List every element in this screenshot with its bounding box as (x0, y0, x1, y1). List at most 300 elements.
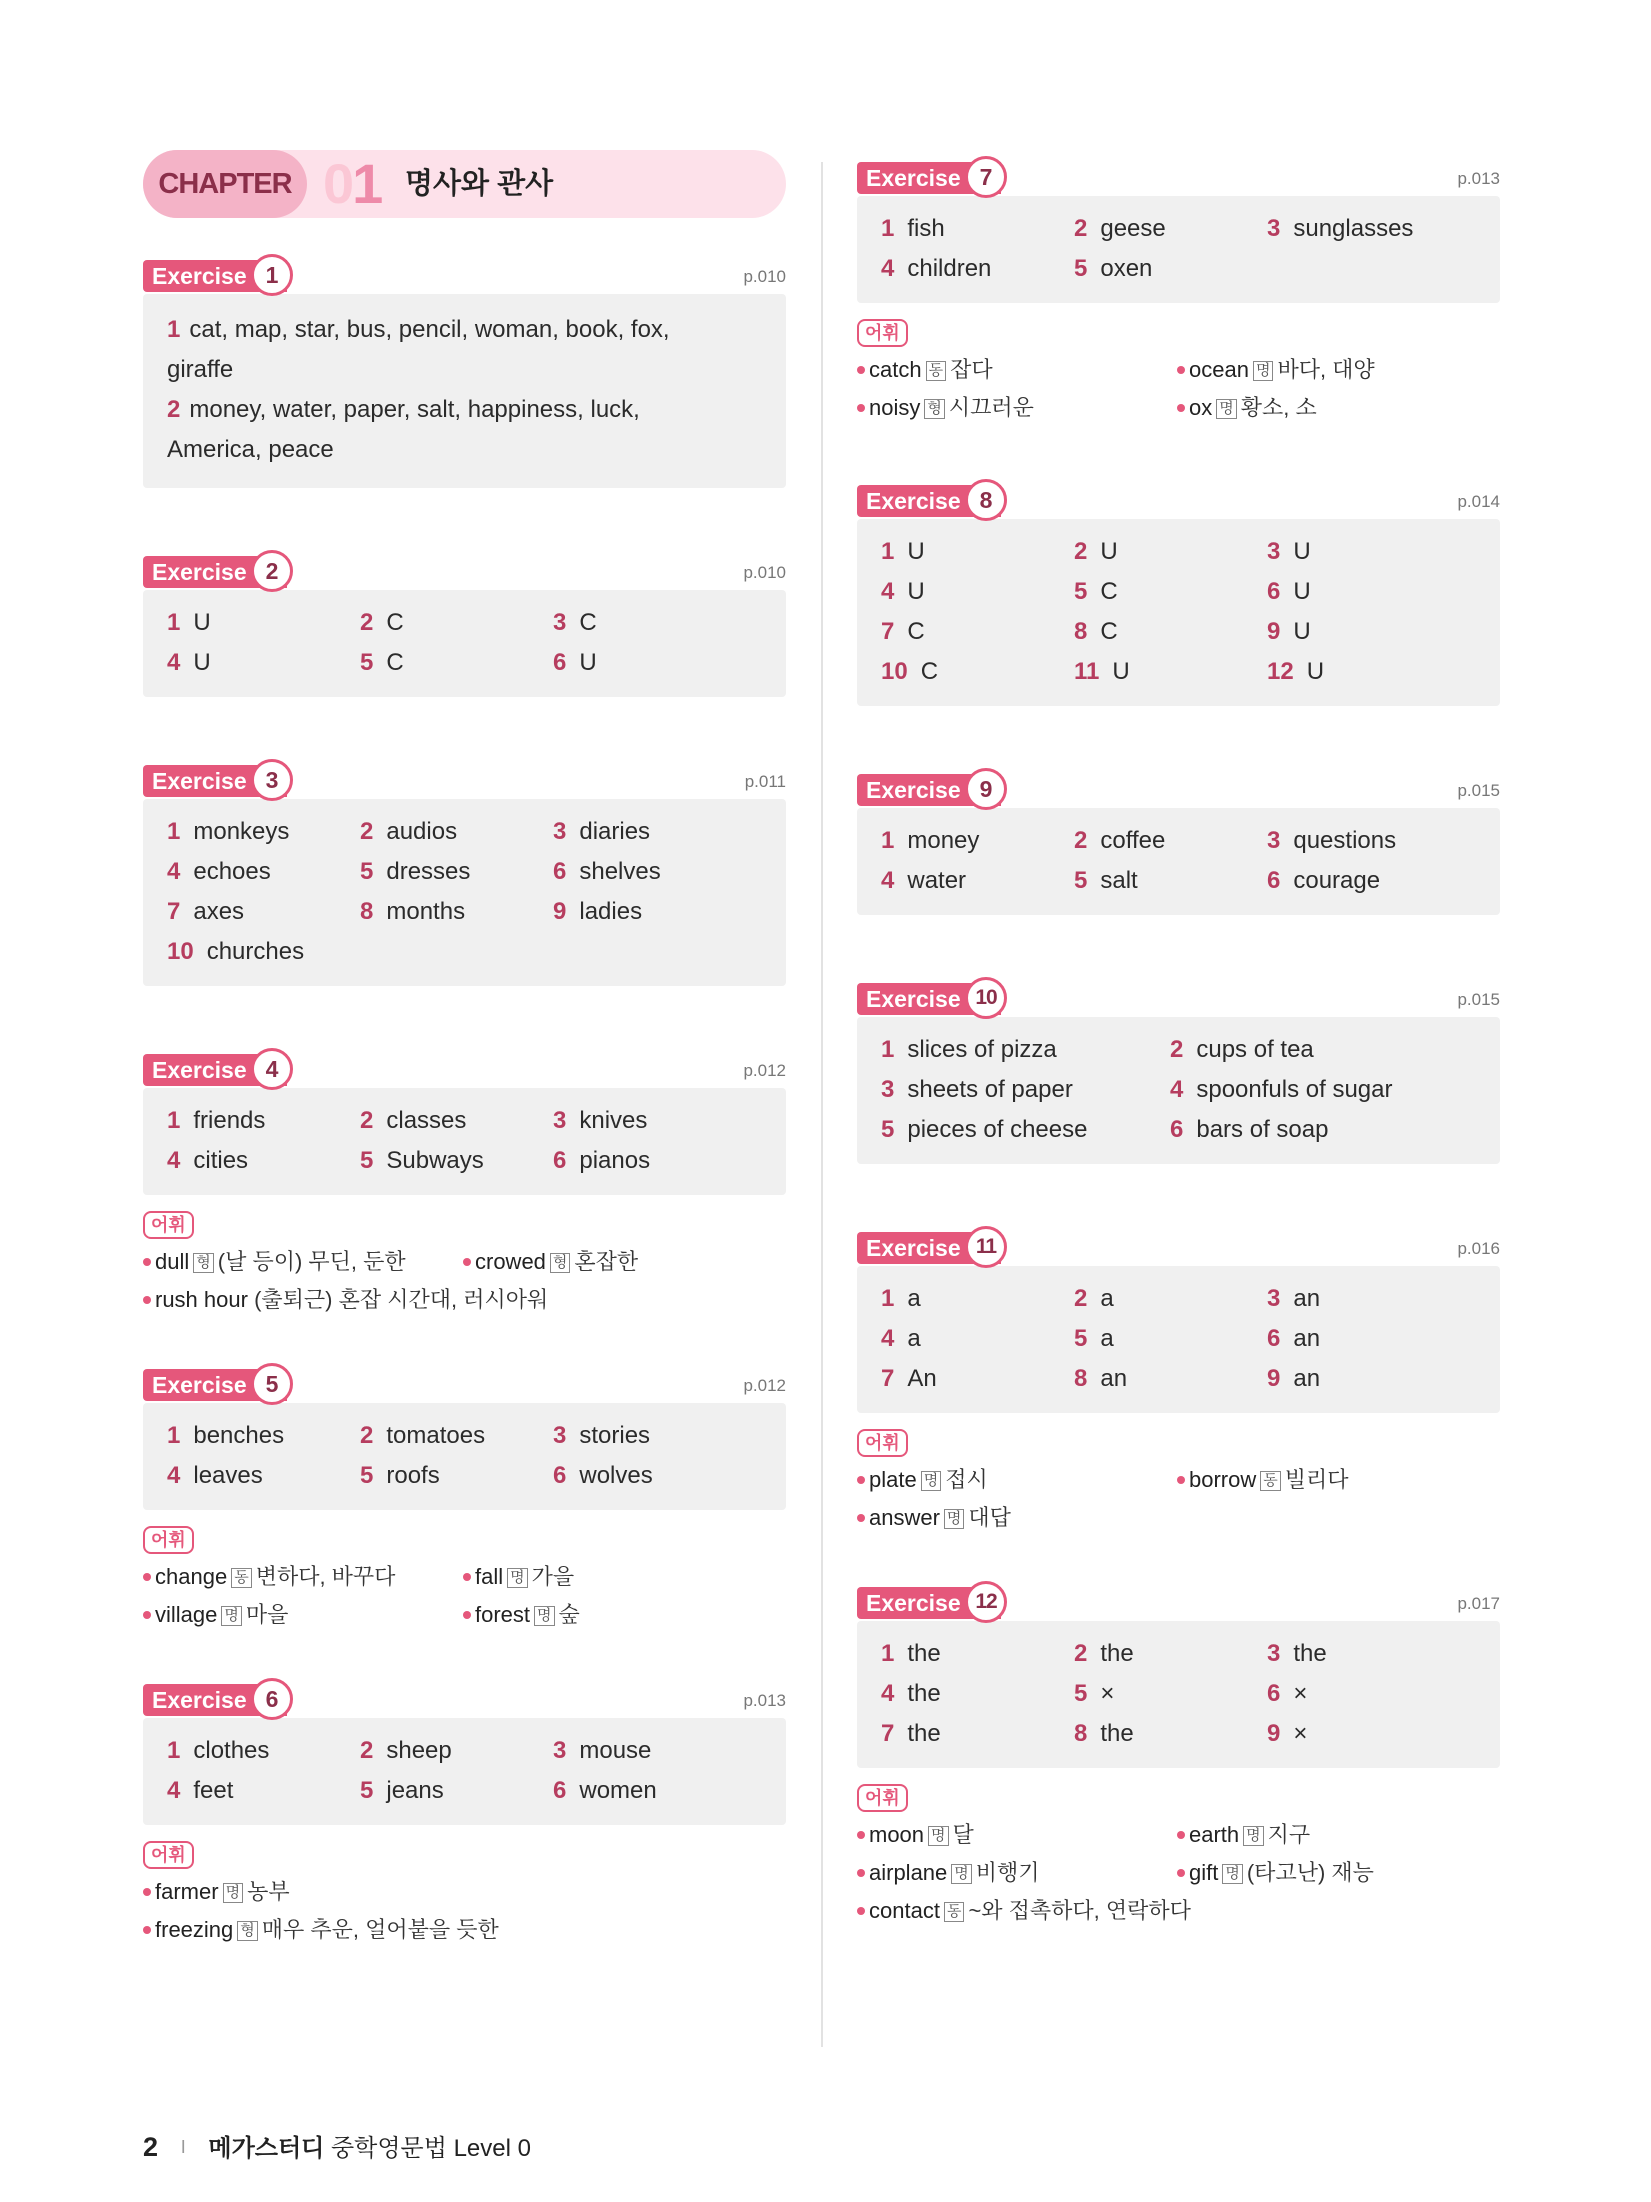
bullet-icon (1177, 366, 1185, 374)
vocab-word: dull (155, 1249, 190, 1274)
vocab-word: change (155, 1564, 228, 1589)
answer-item (1267, 821, 1476, 861)
exercise-number: 7 (965, 156, 1007, 198)
exercise-number: 10 (965, 977, 1007, 1019)
vocab-meaning: 황소, 소 (1240, 395, 1317, 420)
answer-number: 1 (881, 827, 895, 854)
answer-item (553, 852, 762, 892)
vocab-meaning: 지구 (1267, 1822, 1311, 1847)
exercise-6 (143, 1678, 786, 1949)
page-footer (143, 2128, 531, 2163)
answer-item (1267, 1319, 1476, 1359)
vocab-word: farmer (155, 1879, 219, 1904)
answer-text: courage (1293, 867, 1381, 894)
answer-text: fish (907, 215, 945, 242)
exercise-number: 11 (965, 1226, 1007, 1268)
answer-text: an (1293, 1325, 1321, 1352)
answer-number: 3 (1267, 538, 1281, 565)
answer-text: wolves (579, 1462, 653, 1489)
answer-text: clothes (193, 1737, 270, 1764)
answer-number: 2 (1074, 215, 1088, 242)
answer-number: 5 (360, 858, 374, 885)
answer-item (167, 1731, 360, 1771)
answer-box (857, 1621, 1500, 1768)
chapter-label: CHAPTER (143, 150, 307, 218)
answer-number: 3 (1267, 827, 1281, 854)
answer-number: 9 (1267, 618, 1281, 645)
answer-item (553, 812, 762, 852)
answer-text: benches (193, 1422, 285, 1449)
answer-text: slices of pizza (907, 1036, 1057, 1063)
vocab-item (463, 1558, 786, 1596)
answer-item (167, 643, 360, 683)
right-column (857, 156, 1500, 1930)
bullet-icon (463, 1258, 471, 1266)
answer-text: U (579, 649, 597, 676)
answer-item (1074, 652, 1267, 692)
part-of-speech-badge: 동 (944, 1902, 965, 1922)
vocab-word: borrow (1189, 1467, 1257, 1492)
answer-text: U (193, 649, 211, 676)
vocab-meaning: 잡다 (950, 357, 993, 382)
exercise-label: Exercise (857, 774, 1001, 806)
answer-number: 3 (553, 1107, 567, 1134)
exercise-label: Exercise (143, 1684, 287, 1716)
vocab-item (1177, 389, 1500, 427)
answer-text: water (907, 867, 967, 894)
answer-text: sheep (386, 1737, 452, 1764)
answer-item (881, 821, 1074, 861)
answer-number: 2 (1074, 1640, 1088, 1667)
bullet-icon (143, 1888, 151, 1896)
bullet-icon (857, 1476, 865, 1484)
answer-number: 7 (881, 1720, 895, 1747)
answer-number: 12 (1267, 658, 1294, 685)
answer-item (1074, 821, 1267, 861)
answer-number: 2 (1170, 1036, 1184, 1063)
exercise-label: Exercise (857, 1232, 1001, 1264)
bullet-icon (857, 366, 865, 374)
vocab-item (143, 1243, 463, 1281)
answer-text: the (1293, 1640, 1327, 1667)
answer-item (1074, 532, 1267, 572)
bullet-icon (1177, 1869, 1185, 1877)
answer-item (881, 652, 1074, 692)
answer-number: 6 (553, 1147, 567, 1174)
answer-number: 1 (881, 215, 895, 242)
answer-number: 6 (1267, 1680, 1281, 1707)
part-of-speech-badge: 명 (223, 1883, 244, 1903)
vocab-meaning: ~와 접촉하다, 연락하다 (968, 1898, 1191, 1923)
exercise-label: Exercise (857, 485, 1001, 517)
bullet-icon (857, 1907, 865, 1915)
answer-number: 2 (360, 1422, 374, 1449)
exercise-number: 6 (251, 1678, 293, 1720)
bullet-icon (143, 1611, 151, 1619)
footer-brand: 메가스터디 (208, 2135, 325, 2162)
answer-item (167, 812, 360, 852)
answer-item (1267, 572, 1476, 612)
answer-number: 5 (1074, 1325, 1088, 1352)
vocab-section (857, 319, 1500, 427)
answer-number: 1 (881, 1640, 895, 1667)
answer-number: 10 (167, 938, 194, 965)
answer-number: 9 (1267, 1365, 1281, 1392)
page-ref: p.017 (1457, 1594, 1500, 1613)
answer-text: a (1100, 1325, 1114, 1352)
answer-item (881, 1319, 1074, 1359)
answer-item (1074, 1359, 1267, 1399)
footer-subtitle: 중학영문법 Level 0 (330, 2135, 531, 2162)
chapter-title: 명사와 관사 (405, 168, 554, 200)
answer-box (143, 799, 786, 986)
vocab-item (143, 1281, 786, 1319)
page-number: 2 (143, 2132, 159, 2162)
vocab-meaning: (날 등이) 무딘, 둔한 (217, 1249, 406, 1274)
exercise-1 (143, 254, 786, 488)
left-column (143, 150, 786, 1949)
answer-item (1267, 532, 1476, 572)
answer-text: axes (193, 898, 245, 925)
part-of-speech-badge: 명 (534, 1606, 555, 1626)
vocab-word: forest (475, 1602, 531, 1627)
answer-item (1074, 612, 1267, 652)
answer-text: shelves (579, 858, 661, 885)
answer-item (360, 1456, 553, 1496)
part-of-speech-badge: 명 (944, 1509, 965, 1529)
vocab-meaning: 숲 (558, 1602, 580, 1627)
answer-item (553, 1771, 762, 1811)
vocab-meaning: 비행기 (975, 1860, 1040, 1885)
page-ref: p.014 (1457, 492, 1500, 511)
answer-text: U (193, 609, 211, 636)
answer-box (143, 590, 786, 697)
answer-number: 3 (1267, 215, 1281, 242)
answer-number: 6 (553, 858, 567, 885)
answer-text: jeans (386, 1777, 444, 1804)
bullet-icon (143, 1296, 151, 1304)
vocab-word: earth (1189, 1822, 1240, 1847)
answer-text: questions (1293, 827, 1397, 854)
answer-text: churches (206, 938, 305, 965)
answer-item (1170, 1070, 1476, 1110)
bullet-icon (857, 404, 865, 412)
bullet-icon (1177, 1476, 1185, 1484)
answer-item (1267, 1674, 1476, 1714)
answer-item (553, 603, 762, 643)
answer-text: children (907, 255, 992, 282)
vocab-word: gift (1189, 1860, 1219, 1885)
answer-item (1267, 861, 1476, 901)
answer-text: pianos (579, 1147, 651, 1174)
part-of-speech-badge: 동 (231, 1568, 252, 1588)
vocab-word: airplane (869, 1860, 948, 1885)
answer-box (143, 1088, 786, 1195)
part-of-speech-badge: 동 (926, 361, 947, 381)
vocab-meaning: 매우 추운, 얼어붙을 듯한 (261, 1917, 499, 1942)
answer-text: bars of soap (1196, 1116, 1329, 1143)
answer-text: leaves (193, 1462, 263, 1489)
answer-item (1170, 1110, 1476, 1150)
answer-item (881, 1674, 1074, 1714)
part-of-speech-badge: 형 (550, 1253, 571, 1273)
answer-item (1170, 1030, 1476, 1070)
vocab-section (143, 1526, 786, 1634)
answer-item (1074, 249, 1267, 289)
answer-item (881, 1359, 1074, 1399)
answer-text: × (1293, 1720, 1308, 1747)
bullet-icon (143, 1573, 151, 1581)
answer-text: women (579, 1777, 657, 1804)
chapter-header (143, 150, 786, 218)
vocab-item (463, 1243, 786, 1281)
answer-number: 2 (1074, 1285, 1088, 1312)
answer-number: 6 (553, 1462, 567, 1489)
answer-box (143, 1718, 786, 1825)
answer-text: U (1293, 538, 1311, 565)
exercise-label: Exercise (143, 260, 287, 292)
answer-text: C (1100, 618, 1118, 645)
page-ref: p.012 (743, 1376, 786, 1395)
vocab-label: 어휘 (143, 1211, 194, 1239)
answer-text: C (386, 649, 404, 676)
vocab-item (143, 1596, 463, 1634)
answer-number: 1 (167, 1422, 181, 1449)
answer-number: 6 (553, 1777, 567, 1804)
answer-item (553, 1141, 762, 1181)
answer-text: a (1100, 1285, 1114, 1312)
exercise-number: 8 (965, 479, 1007, 521)
exercise-number: 4 (251, 1048, 293, 1090)
part-of-speech-badge: 명 (507, 1568, 528, 1588)
part-of-speech-badge: 명 (1253, 361, 1274, 381)
answer-number: 1 (167, 609, 181, 636)
answer-text: audios (386, 818, 458, 845)
page-ref: p.010 (743, 267, 786, 286)
answer-number: 4 (167, 1777, 181, 1804)
answer-item (881, 1030, 1170, 1070)
vocab-meaning: 바다, 대양 (1277, 357, 1375, 382)
vocab-item (143, 1911, 786, 1949)
exercise-12 (857, 1581, 1500, 1930)
vocab-meaning: 마을 (245, 1602, 289, 1627)
answer-box (143, 1403, 786, 1510)
answer-item (167, 1141, 360, 1181)
vocab-item (857, 1854, 1177, 1892)
answer-text: Subways (386, 1147, 484, 1174)
answer-item (881, 249, 1074, 289)
answer-number: 9 (553, 898, 567, 925)
vocab-meaning: 접시 (945, 1467, 988, 1492)
answer-text: the (907, 1640, 941, 1667)
answer-item (360, 852, 553, 892)
part-of-speech-badge: 형 (237, 1921, 258, 1941)
answer-number: 1 (167, 1737, 181, 1764)
page-ref: p.016 (1457, 1239, 1500, 1258)
bullet-icon (463, 1611, 471, 1619)
answer-item (1074, 1714, 1267, 1754)
vocab-word: moon (869, 1822, 925, 1847)
vocab-word: catch (869, 357, 922, 382)
page-ref: p.010 (743, 563, 786, 582)
answer-text: oxen (1100, 255, 1153, 282)
exercise-label: Exercise (143, 556, 287, 588)
exercise-number: 9 (965, 768, 1007, 810)
footer-separator: I (180, 2137, 186, 2157)
answer-number: 4 (881, 255, 895, 282)
answer-text: coffee (1100, 827, 1166, 854)
answer-line: giraffe (167, 356, 234, 383)
part-of-speech-badge: 명 (1243, 1826, 1264, 1846)
answer-number: 4 (881, 578, 895, 605)
vocab-meaning: (타고난) 재능 (1246, 1860, 1374, 1885)
exercise-8 (857, 479, 1500, 706)
answer-line: 1 cat, map, star, bus, pencil, woman, book, fox, (167, 316, 670, 343)
exercise-label: Exercise (857, 1587, 1001, 1619)
answer-item (360, 1416, 553, 1456)
answer-number: 5 (360, 1147, 374, 1174)
answer-text: knives (579, 1107, 648, 1134)
vocab-word: answer (869, 1505, 940, 1530)
part-of-speech-badge: 명 (928, 1826, 949, 1846)
answer-item (167, 892, 360, 932)
answer-number: 8 (1074, 618, 1088, 645)
answer-item (1074, 861, 1267, 901)
answer-text: months (386, 898, 466, 925)
vocab-meaning: 달 (952, 1822, 974, 1847)
exercise-3 (143, 759, 786, 986)
answer-item (167, 1771, 360, 1811)
vocab-word: ox (1189, 395, 1213, 420)
answer-number: 3 (553, 1737, 567, 1764)
answer-item (881, 1279, 1074, 1319)
answer-text: cities (193, 1147, 249, 1174)
part-of-speech-badge: 명 (1216, 399, 1237, 419)
answer-text: C (907, 618, 925, 645)
bullet-icon (1177, 404, 1185, 412)
answer-text: the (907, 1720, 941, 1747)
vocab-meaning: 시끄러운 (948, 395, 1034, 420)
answer-text: sheets of paper (907, 1076, 1073, 1103)
answer-box (857, 519, 1500, 706)
part-of-speech-badge: 형 (924, 399, 945, 419)
exercise-number: 5 (251, 1363, 293, 1405)
answer-item (360, 643, 553, 683)
answer-item (360, 1101, 553, 1141)
vocab-meaning: 빌리다 (1284, 1467, 1349, 1492)
answer-text: U (907, 578, 925, 605)
column-divider (821, 162, 823, 2047)
answer-number: 4 (167, 858, 181, 885)
answer-item (881, 1110, 1170, 1150)
vocab-section (857, 1429, 1500, 1537)
answer-text: C (579, 609, 597, 636)
answer-number: 1 (881, 1285, 895, 1312)
answer-item (1074, 1674, 1267, 1714)
answer-number: 7 (167, 898, 181, 925)
answer-box (143, 294, 786, 488)
answer-item (881, 1714, 1074, 1754)
answer-text: sunglasses (1293, 215, 1414, 242)
answer-text: C (1100, 578, 1118, 605)
bullet-icon (857, 1869, 865, 1877)
answer-item (881, 861, 1074, 901)
answer-number: 6 (1267, 578, 1281, 605)
answer-text: geese (1100, 215, 1166, 242)
answer-text: a (907, 1325, 921, 1352)
answer-number: 3 (1267, 1640, 1281, 1667)
answer-number: 6 (1267, 867, 1281, 894)
vocab-label: 어휘 (143, 1526, 194, 1554)
answer-item (881, 1070, 1170, 1110)
answer-text: An (907, 1365, 937, 1392)
bullet-icon (1177, 1831, 1185, 1839)
answer-number: 2 (360, 1107, 374, 1134)
answer-text: money (907, 827, 980, 854)
part-of-speech-badge: 명 (1222, 1864, 1243, 1884)
answer-text: a (907, 1285, 921, 1312)
answer-item (553, 1101, 762, 1141)
answer-item (167, 852, 360, 892)
exercise-7 (857, 156, 1500, 427)
bullet-icon (143, 1258, 151, 1266)
answer-item (1267, 1634, 1476, 1674)
answer-number: 7 (881, 1365, 895, 1392)
part-of-speech-badge: 명 (221, 1606, 242, 1626)
answer-number: 3 (553, 609, 567, 636)
answer-box (857, 196, 1500, 303)
answer-number: 3 (553, 1422, 567, 1449)
answer-number: 5 (1074, 578, 1088, 605)
vocab-meaning: 혼잡한 (574, 1249, 639, 1274)
answer-number: 7 (881, 618, 895, 645)
answer-item (167, 1456, 360, 1496)
exercise-5 (143, 1363, 786, 1634)
vocab-item (857, 1892, 1500, 1930)
vocab-item (1177, 351, 1500, 389)
answer-text: pieces of cheese (907, 1116, 1088, 1143)
vocab-meaning: 농부 (247, 1879, 290, 1904)
answer-number: 2 (1074, 538, 1088, 565)
answer-item (881, 572, 1074, 612)
vocab-section (857, 1784, 1500, 1930)
part-of-speech-badge: 명 (921, 1471, 942, 1491)
exercise-label: Exercise (143, 765, 287, 797)
vocab-word: fall (475, 1564, 504, 1589)
answer-number: 1 (881, 1036, 895, 1063)
answer-text: tomatoes (386, 1422, 486, 1449)
answer-number: 5 (360, 1777, 374, 1804)
answer-item (167, 932, 360, 972)
answer-text: dresses (386, 858, 471, 885)
answer-text: U (1293, 618, 1311, 645)
answer-number: 6 (1267, 1325, 1281, 1352)
exercise-4 (143, 1048, 786, 1319)
vocab-item (1177, 1461, 1500, 1499)
part-of-speech-badge: 명 (951, 1864, 972, 1884)
answer-number: 5 (360, 649, 374, 676)
answer-item (1267, 1359, 1476, 1399)
answer-text: × (1100, 1680, 1115, 1707)
answer-number: 6 (553, 649, 567, 676)
answer-item (360, 812, 553, 852)
answer-text: C (386, 609, 404, 636)
vocab-label: 어휘 (143, 1841, 194, 1869)
answer-item (881, 209, 1074, 249)
answer-text: C (920, 658, 939, 685)
answer-text: salt (1100, 867, 1138, 894)
answer-number: 5 (1074, 255, 1088, 282)
